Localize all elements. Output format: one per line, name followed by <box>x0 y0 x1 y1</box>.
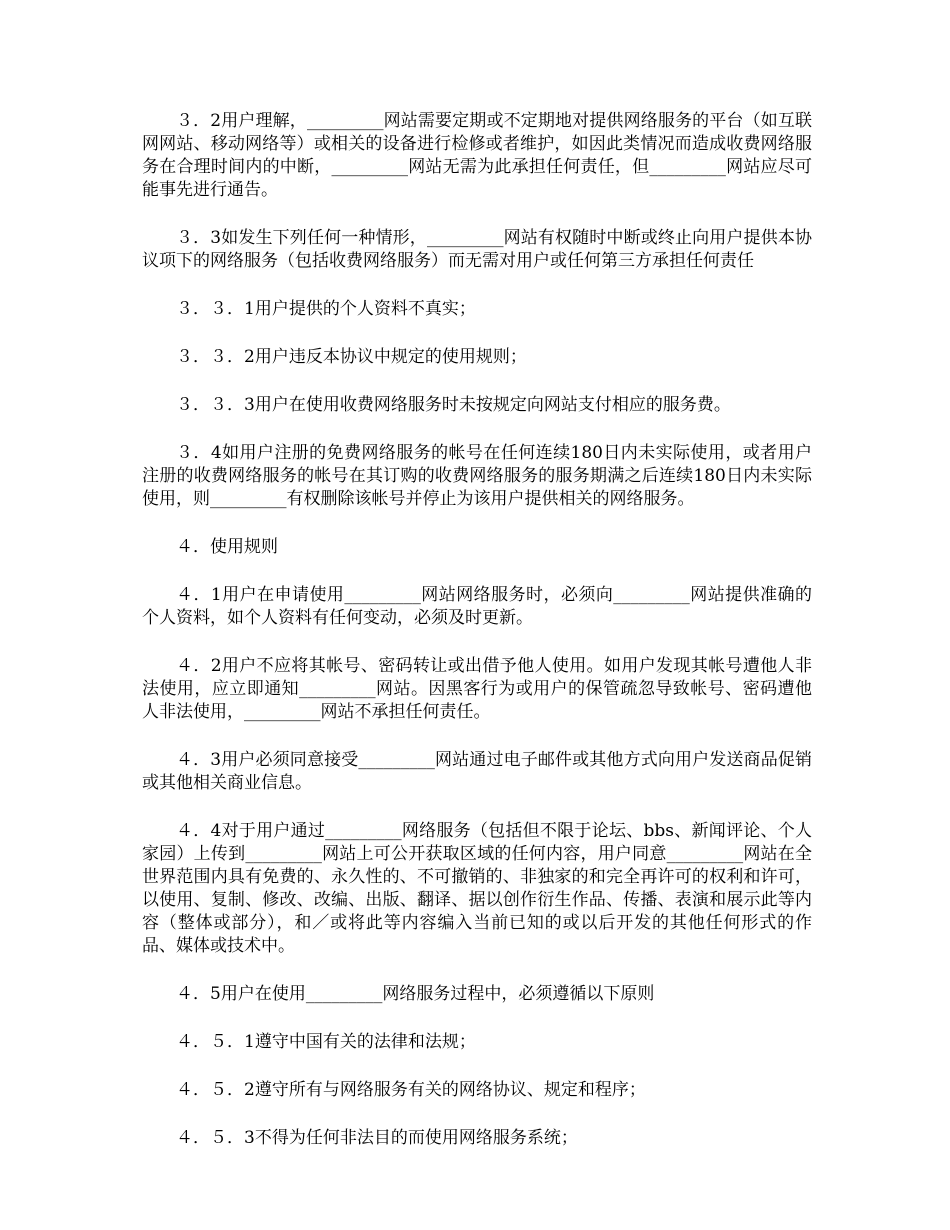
paragraph-3-2: ３．2用户理解，_________网站需要定期或不定期地对提供网络服务的平台（如互联网网站、移动网络等）或相关的设备进行检修或者维护，如因此类情况而造成收费网络服务在合理时间内的中断，_________网站无需为此承担任何责任，但_________网站应尽可能事先进行通告。 <box>142 111 812 200</box>
paragraph-4-1: ４．1用户在申请使用_________网站网络服务时，必须向_________网站提供准确的个人资料，如个人资料有任何变动，必须及时更新。 <box>142 585 812 628</box>
paragraph-4-5: ４．5用户在使用_________网络服务过程中，必须遵循以下原则 <box>176 984 655 1004</box>
paragraph-3-3-3: ３．３．3用户在使用收费网络服务时未按规定向网站支付相应的服务费。 <box>176 395 731 415</box>
paragraph-4-5-3: ４．５．3不得为任何非法目的而使用网络服务系统； <box>176 1128 578 1148</box>
paragraph-4-4: ４．4对于用户通过_________网络服务（包括但不限于论坛、bbs、新闻评论、个人家园）上传到_________网站上可公开获取区域的任何内容，用户同意_________网站在全世界范围内具有免费的、永久性的、不可撤销的、非独家的和完全再许可的权利和许可，以使用、复制、修改、改编、出版、翻译、据以创作衍生作品、传播、表演和展示此等内容（整体或部分），和／或将此等内容编入当前已知的或以后开发的其他任何形式的作品、媒体或技术中。 <box>142 821 812 956</box>
paragraph-4-2: ４．2用户不应将其帐号、密码转让或出借予他人使用。如用户发现其帐号遭他人非法使用，应立即通知_________网站。因黑客行为或用户的保管疏忽导致帐号、密码遭他人非法使用，_________网站不承担任何责任。 <box>142 656 812 722</box>
document-body <box>142 110 812 1175</box>
paragraph-4-5-1: ４．５．1遵守中国有关的法律和法规； <box>176 1032 476 1052</box>
paragraph-3-3-1: ３．３．1用户提供的个人资料不真实； <box>176 299 476 319</box>
paragraph-3-3: ３．3如发生下列任何一种情形，_________网站有权随时中断或终止向用户提供本协议项下的网络服务（包括收费网络服务）而无需对用户或任何第三方承担任何责任 <box>142 228 812 271</box>
section-heading-4: ４．使用规则 <box>176 537 278 557</box>
paragraph-4-5-2: ４．５．2遵守所有与网络服务有关的网络协议、规定和程序； <box>176 1080 646 1100</box>
paragraph-4-3: ４．3用户必须同意接受_________网站通过电子邮件或其他方式向用户发送商品促销或其他相关商业信息。 <box>142 750 812 793</box>
paragraph-3-3-2: ３．３．2用户违反本协议中规定的使用规则； <box>176 347 527 367</box>
paragraph-3-4: ３．4如用户注册的免费网络服务的帐号在任何连续180日内未实际使用，或者用户注册的收费网络服务的帐号在其订购的收费网络服务的服务期满之后连续180日内未实际使用，则_________有权删除该帐号并停止为该用户提供相关的网络服务。 <box>142 443 812 509</box>
